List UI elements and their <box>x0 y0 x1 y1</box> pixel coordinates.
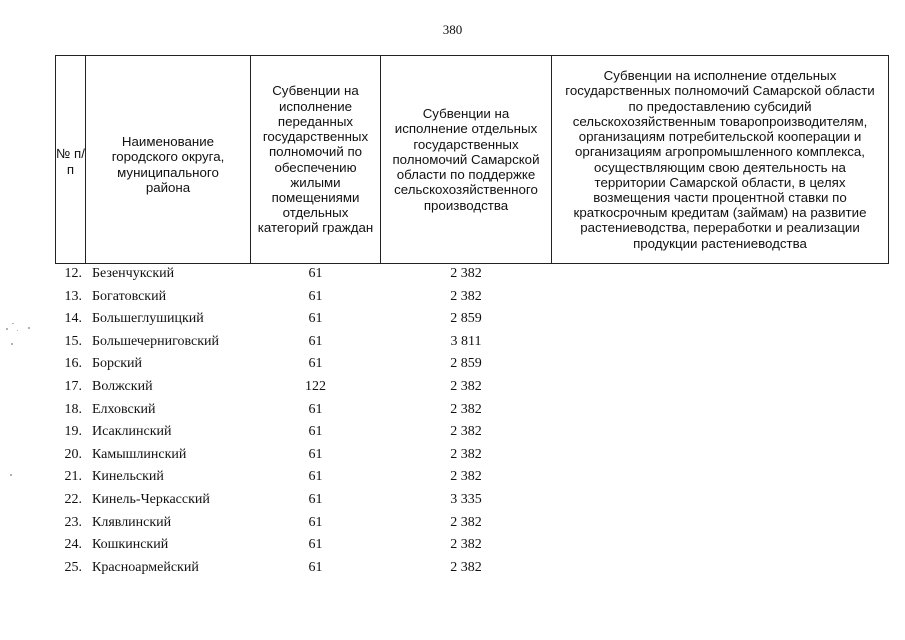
row-number: 14. <box>64 311 82 327</box>
row-housing-value: 61 <box>308 356 323 372</box>
row-housing-value: 122 <box>305 379 326 394</box>
row-housing-value: 61 <box>308 266 323 281</box>
table-row <box>0 310 905 332</box>
row-agriculture-value: 2 382 <box>450 266 482 281</box>
row-name: Елховский <box>92 401 156 417</box>
header-housing-subvention <box>250 55 381 264</box>
scan-speck <box>28 327 30 329</box>
row-name: Красноармейский <box>92 559 199 575</box>
header-agriculture-subvention <box>380 55 552 264</box>
row-number: 22. <box>64 492 82 507</box>
row-name: Кинельский <box>92 469 164 485</box>
header-name <box>85 55 251 264</box>
row-agriculture-value: 2 859 <box>450 311 482 327</box>
row-agriculture-value: 2 382 <box>450 288 482 304</box>
row-name: Кинель-Черкасский <box>92 492 210 507</box>
header-interest-subsidy-text: Субвенции на исполнение отдельных государственных полномочий Самарской области по предоставлению субсидий сельскохозяйственным товаропроизводителям, организациям потребительской кооперации и организациям агропромышленного комплекса, осуществляющим свою деятельность на территории Самарской области, в целях возмещения части процентной ставки по краткосрочным кредитам (займам) на развитие растениеводства, переработки и реализации продукции растениеводства <box>565 68 875 251</box>
table-row <box>0 514 905 536</box>
row-name: Кошкинский <box>92 537 169 553</box>
row-housing-value: 61 <box>308 559 323 575</box>
table-row <box>0 265 905 287</box>
row-number: 12. <box>64 266 82 281</box>
row-housing-value: 61 <box>308 333 323 349</box>
row-agriculture-value: 2 382 <box>450 537 482 553</box>
page-number: 380 <box>442 22 463 37</box>
row-number: 15. <box>64 333 82 349</box>
table-row <box>0 401 905 423</box>
row-housing-value: 61 <box>308 288 323 304</box>
row-number: 19. <box>64 424 82 440</box>
scan-speck <box>17 330 18 331</box>
row-name: Камышлинский <box>92 446 187 462</box>
table-row <box>0 491 905 513</box>
row-housing-value: 61 <box>308 424 323 440</box>
row-name: Безенчукский <box>92 266 175 281</box>
header-name-text: Наименование городского округа, муниципального района <box>111 134 225 195</box>
row-agriculture-value: 2 382 <box>450 379 482 394</box>
row-housing-value: 61 <box>308 537 323 553</box>
row-number: 13. <box>64 288 82 304</box>
row-number: 16. <box>64 356 82 372</box>
row-agriculture-value: 3 335 <box>450 492 482 507</box>
row-housing-value: 61 <box>308 401 323 417</box>
row-number: 18. <box>64 401 82 417</box>
table-row <box>0 288 905 310</box>
header-number-text: № п/п <box>56 146 85 177</box>
row-number: 17. <box>64 379 82 394</box>
row-name: Борский <box>92 356 143 372</box>
row-agriculture-value: 3 811 <box>450 333 482 349</box>
table-row <box>0 333 905 355</box>
row-housing-value: 61 <box>308 469 323 485</box>
header-interest-subsidy <box>551 55 889 264</box>
row-number: 25. <box>64 559 82 575</box>
row-agriculture-value: 2 859 <box>450 356 482 372</box>
row-name: Исаклинский <box>92 424 172 440</box>
row-agriculture-value: 2 382 <box>450 559 482 575</box>
row-housing-value: 61 <box>308 446 323 462</box>
row-agriculture-value: 2 382 <box>450 424 482 440</box>
row-housing-value: 61 <box>308 492 323 507</box>
row-name: Клявлинский <box>92 514 172 530</box>
row-agriculture-value: 2 382 <box>450 401 482 417</box>
row-housing-value: 61 <box>308 514 323 530</box>
header-agriculture-subvention-text: Субвенции на исполнение отдельных государственных полномочий Самарской области по поддержке сельскохозяйственного производства <box>392 106 540 213</box>
table-row <box>0 446 905 468</box>
row-number: 21. <box>64 469 82 485</box>
table-row <box>0 536 905 558</box>
row-agriculture-value: 2 382 <box>450 446 482 462</box>
scan-speck <box>10 474 12 476</box>
table-row <box>0 468 905 490</box>
row-housing-value: 61 <box>308 311 323 327</box>
row-name: Большечерниговский <box>92 333 220 349</box>
scan-speck <box>12 323 14 324</box>
row-number: 24. <box>64 537 82 553</box>
table-row <box>0 378 905 400</box>
table-row <box>0 355 905 377</box>
row-name: Большеглушицкий <box>92 311 204 327</box>
scan-speck <box>6 328 8 330</box>
header-housing-subvention-text: Субвенции на исполнение переданных государственных полномочий по обеспечению жилыми помещениями отдельных категорий граждан <box>257 83 374 236</box>
row-agriculture-value: 2 382 <box>450 514 482 530</box>
row-name: Волжский <box>92 379 153 394</box>
row-number: 23. <box>64 514 82 530</box>
row-number: 20. <box>64 446 82 462</box>
scan-speck <box>11 343 13 345</box>
table-row <box>0 559 905 581</box>
table-row <box>0 423 905 445</box>
row-agriculture-value: 2 382 <box>450 469 482 485</box>
row-name: Богатовский <box>92 288 167 304</box>
header-number <box>55 55 86 264</box>
